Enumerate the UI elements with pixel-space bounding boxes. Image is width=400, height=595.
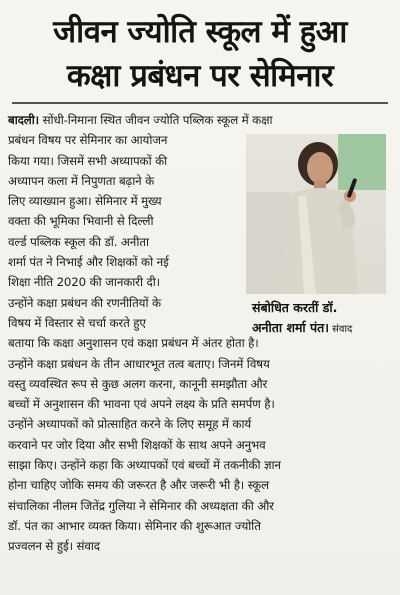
article-line: होना चाहिए जोकि समय की जरूरत है और जरूरी भी है। स्कूल: [8, 478, 269, 493]
article-line: प्रबंधन विषय पर सेमिनार का आयोजन: [8, 133, 168, 148]
article-line: प्रज्वलन से हुई। संवाद: [8, 539, 100, 554]
article-line: वर्ल्ड पब्लिक स्कूल की डॉ. अनीता: [8, 234, 149, 249]
article-body: [8, 110, 394, 557]
article-line: करवाने पर जोर दिया और सभी शिक्षकों के साथ अपने अनुभव: [8, 437, 266, 452]
caption-credit: संवाद: [328, 324, 353, 335]
article-line: उन्होंने कक्षा प्रबंधन के तीन आधारभूत तत्व बताए। जिनमें विषय: [8, 356, 270, 371]
article-dateline: बादली।: [8, 113, 39, 127]
article-line: किया गया। जिसमें सभी अध्यापकों की: [8, 153, 168, 168]
caption-name: अनीता शर्मा पंत।: [252, 320, 329, 335]
article-line: वस्तु व्यवस्थित रूप से कुछ अलग करना, कानूनी समझौता और: [8, 376, 268, 391]
headline: [10, 10, 390, 98]
headline-divider: [12, 102, 388, 104]
article-line: लिए व्याख्यान हुआ। सेमिनार में मुख्य: [8, 194, 162, 209]
article-line: अध्यापन कला में निपुणता बढ़ाने के: [8, 173, 155, 188]
article-line: बताया कि कक्षा अनुशासन एवं कक्षा प्रबंधन में अंतर होता है।: [8, 336, 259, 351]
article-line: संचालिका नीलम जितेंद्र गुलिया ने सेमिनार की अध्यक्षता की और: [8, 498, 274, 513]
article-line: उन्होंने अध्यापकों को प्रोत्साहित करने के लिए समूह में कार्य: [8, 417, 252, 432]
article-line: शिक्षा नीति 2020 की जानकारी दी।: [8, 275, 161, 290]
article-line: बादली। सोंधी-निमाना स्थित जीवन ज्योति पब्लिक स्कूल में कक्षा: [8, 113, 273, 127]
article-line: साझा किए। उन्होंने कहा कि अध्यापकों एवं बच्चों में तकनीकी ज्ञान: [8, 458, 281, 473]
article-line: बच्चों में अनुशासन की भावना एवं अपने लक्ष्य के प्रति समर्पण है।: [8, 397, 275, 412]
article-line: वक्ता की भूमिका भिवानी से दिल्ली: [8, 214, 154, 229]
caption-line-1: संबोधित करतीं डॉ.: [252, 300, 338, 315]
article-line: विषय में विस्तार से चर्चा करते हुए: [8, 315, 146, 330]
article-line: उन्होंने कक्षा प्रबंधन की रणनीतियों के: [8, 295, 161, 310]
headline-line-1: जीवन ज्योति स्कूल में हुआ: [53, 14, 347, 50]
headline-line-2: कक्षा प्रबंधन पर सेमिनार: [66, 58, 334, 94]
article-line: शर्मा पंत ने निभाई और शिक्षकों को नई: [8, 255, 169, 270]
article-line: डॉ. पंत का आभार व्यक्त किया। सेमिनार की शुरूआत ज्योति: [8, 518, 261, 533]
